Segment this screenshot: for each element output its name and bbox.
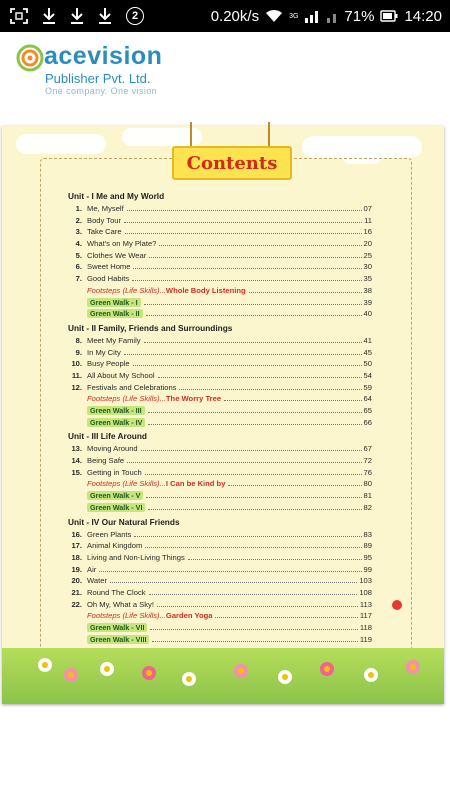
chapter-number: 19. xyxy=(71,564,82,574)
footsteps-title: Garden Yoga xyxy=(165,611,213,621)
dot-leader xyxy=(124,221,362,223)
page-number: 113 xyxy=(359,599,372,609)
toc-entry[interactable] xyxy=(68,455,372,467)
green-walk-label: Green Walk - VIII xyxy=(87,635,149,644)
chapter-title: Air xyxy=(87,564,97,574)
toc-entry[interactable] xyxy=(68,599,372,611)
toc-entry[interactable] xyxy=(68,634,372,646)
chapter-title: Sweet Home xyxy=(87,262,131,272)
dot-leader xyxy=(159,244,361,246)
chapter-title: Living and Non-Living Things xyxy=(87,552,185,562)
green-walk-label: Green Walk - IV xyxy=(87,418,145,427)
toc-entry[interactable] xyxy=(68,226,372,238)
page-number: 40 xyxy=(363,309,372,319)
chapter-title: In My City xyxy=(87,347,121,357)
dot-leader xyxy=(148,508,361,510)
chapter-title: Oh My, What a Sky! xyxy=(87,599,154,609)
page-number: 76 xyxy=(363,467,372,477)
chapter-title: All About My School xyxy=(87,370,155,380)
download-icon xyxy=(70,7,84,25)
flower-icon xyxy=(142,666,156,680)
screenshot-icon xyxy=(10,8,28,24)
green-walk-label: Green Walk - V xyxy=(87,491,143,500)
chapter-number: 21. xyxy=(71,587,82,597)
dot-leader xyxy=(150,628,357,630)
dot-leader xyxy=(152,640,357,642)
green-walk-label: Green Walk - VII xyxy=(87,623,147,632)
toc-entry[interactable] xyxy=(68,564,372,576)
page-number: 25 xyxy=(363,250,372,260)
chapter-title: Busy People xyxy=(87,359,130,369)
chapter-title: Water xyxy=(87,576,107,586)
chapter-title: Moving Around xyxy=(87,444,138,454)
dot-leader xyxy=(99,570,361,572)
page-title: Contents xyxy=(172,146,292,180)
toc-entry[interactable] xyxy=(68,467,372,479)
dot-leader xyxy=(145,546,361,548)
notification-area xyxy=(10,0,144,32)
flower-icon xyxy=(406,660,420,674)
page-number: 45 xyxy=(363,347,372,357)
acevision-logo-icon xyxy=(14,42,46,74)
dot-leader xyxy=(127,461,361,463)
page-number: 39 xyxy=(363,297,372,307)
footsteps-title: Whole Body Listening xyxy=(165,285,246,295)
chapter-number: 9. xyxy=(75,347,82,357)
sign-rope xyxy=(268,122,270,148)
publisher-header xyxy=(0,32,450,120)
green-walk-label: Green Walk - II xyxy=(87,309,143,318)
toc-entry[interactable] xyxy=(68,529,372,541)
toc-entry[interactable] xyxy=(68,610,372,622)
toc-entry[interactable] xyxy=(68,370,372,382)
chapter-title: Round The Clock xyxy=(87,587,146,597)
chapter-number: 11. xyxy=(71,370,82,380)
chapter-number: 5. xyxy=(75,250,82,260)
notification-count-badge: 2 xyxy=(126,7,144,25)
chapter-number: 22. xyxy=(71,599,82,609)
page-number: 80 xyxy=(363,479,372,489)
flower-icon xyxy=(100,662,114,676)
download-icon xyxy=(98,7,112,25)
battery-icon xyxy=(380,10,398,22)
chapter-number: 4. xyxy=(75,239,82,249)
toc-entry[interactable] xyxy=(68,308,372,320)
chapter-number: 7. xyxy=(75,274,82,284)
page-number: 07 xyxy=(363,204,372,213)
chapter-number: 10. xyxy=(71,359,82,369)
unit-heading: Unit - IV Our Natural Friends xyxy=(68,516,180,527)
page-number: 38 xyxy=(363,285,372,295)
chapter-number: 12. xyxy=(71,382,82,392)
chapter-number: 14. xyxy=(71,456,82,466)
dot-leader xyxy=(133,267,361,269)
page-number: 108 xyxy=(359,587,372,597)
footsteps-title: The Worry Tree xyxy=(165,394,222,404)
dot-leader xyxy=(110,581,357,583)
toc-entry[interactable] xyxy=(68,297,372,309)
page-number: 64 xyxy=(363,394,372,404)
dot-leader xyxy=(144,341,362,343)
sign-rope xyxy=(190,122,192,148)
toc-entry[interactable] xyxy=(68,261,372,273)
chapter-title: Green Plants xyxy=(87,529,132,539)
chapter-title: Good Habits xyxy=(87,274,130,284)
page-number: 118 xyxy=(359,623,372,632)
page-number: 89 xyxy=(363,541,372,551)
footsteps-label: Footsteps (Life Skills)... xyxy=(87,479,166,489)
unit-heading: Unit - I Me and My World xyxy=(68,191,165,201)
toc-entry[interactable] xyxy=(68,393,372,405)
toc-entry[interactable] xyxy=(68,250,372,262)
page-number: 30 xyxy=(363,262,372,272)
dot-leader xyxy=(144,303,362,305)
chapter-title: Animal Kingdom xyxy=(87,541,143,551)
flower-icon xyxy=(278,670,292,684)
flower-icon xyxy=(182,672,196,686)
page-number: 54 xyxy=(363,370,372,380)
page-number: 81 xyxy=(363,491,372,501)
dot-leader xyxy=(141,449,362,451)
page-number: 117 xyxy=(359,611,372,621)
dot-leader xyxy=(157,605,358,607)
page-number: 95 xyxy=(363,552,372,562)
dot-leader xyxy=(125,232,362,234)
green-walk-label: Green Walk - III xyxy=(87,406,145,415)
page-number: 35 xyxy=(363,274,372,284)
brand-tagline: One company. One vision xyxy=(45,86,158,96)
brand-name: acevision xyxy=(44,42,163,70)
dot-leader xyxy=(215,616,357,618)
toc-entry[interactable] xyxy=(68,203,372,215)
battery-level: 71% xyxy=(344,7,375,25)
dot-leader xyxy=(148,411,362,413)
chapter-number: 13. xyxy=(71,444,82,454)
dot-leader xyxy=(127,209,362,211)
unit-heading: Unit - III Life Around xyxy=(68,431,147,442)
chapter-number: 18. xyxy=(71,552,82,562)
footsteps-label: Footsteps (Life Skills)... xyxy=(87,611,166,621)
footsteps-title: I Can be Kind by xyxy=(165,479,226,489)
clock: 14:20 xyxy=(404,7,442,25)
chapter-title: Body Tour xyxy=(87,215,122,225)
cloud-decoration xyxy=(16,134,106,154)
toc-entry[interactable] xyxy=(68,417,372,429)
toc-entry[interactable] xyxy=(68,490,372,502)
unit-heading: Unit - II Family, Friends and Surroundings xyxy=(68,322,233,333)
toc-entry[interactable] xyxy=(68,358,372,370)
toc-entry[interactable] xyxy=(68,540,372,552)
chapter-number: 3. xyxy=(75,227,82,237)
green-walk-label: Green Walk - VI xyxy=(87,503,145,512)
signal-3g-icon xyxy=(289,13,298,20)
page-number: 66 xyxy=(363,417,372,427)
page-number: 103 xyxy=(359,576,372,586)
toc-entry[interactable] xyxy=(68,273,372,285)
page-number: 99 xyxy=(363,564,372,574)
dot-leader xyxy=(224,399,361,401)
dot-leader xyxy=(158,376,362,378)
chapter-number: 6. xyxy=(75,262,82,272)
toc-entry[interactable] xyxy=(68,238,372,250)
chapter-number: 17. xyxy=(71,541,82,551)
dot-leader xyxy=(149,256,361,258)
dot-leader xyxy=(188,558,362,560)
chapter-title: Festivals and Celebrations xyxy=(87,382,177,392)
page-number: 20 xyxy=(363,239,372,249)
system-status xyxy=(211,0,442,32)
flower-icon xyxy=(64,668,78,682)
dot-leader xyxy=(149,593,358,595)
footsteps-label: Footsteps (Life Skills)... xyxy=(87,285,166,295)
dot-leader xyxy=(132,279,361,281)
toc-entry[interactable] xyxy=(68,347,372,359)
page-number: 119 xyxy=(359,634,372,644)
dot-leader xyxy=(133,364,362,366)
signal-bars-icon xyxy=(304,9,320,23)
page-number: 50 xyxy=(363,359,372,369)
toc-entry[interactable] xyxy=(68,443,372,455)
chapter-title: Clothes We Wear xyxy=(87,250,147,260)
dot-leader xyxy=(146,496,361,498)
toc-entry[interactable] xyxy=(68,587,372,599)
chapter-number: 20. xyxy=(71,576,82,586)
chapter-number: 16. xyxy=(71,529,82,539)
toc-entry[interactable] xyxy=(68,405,372,417)
toc-entry[interactable] xyxy=(68,478,372,490)
toc-entry[interactable] xyxy=(68,502,372,514)
page-number: 65 xyxy=(363,406,372,415)
page-number: 16 xyxy=(363,227,372,237)
chapter-title: What's on My Plate? xyxy=(87,239,157,249)
chapter-title: Me, Myself xyxy=(87,204,124,213)
page-number: 82 xyxy=(363,502,372,512)
wifi-icon xyxy=(265,9,283,23)
toc-entry[interactable] xyxy=(68,285,372,297)
signal-bars-icon xyxy=(326,9,338,23)
toc-entry[interactable] xyxy=(68,575,372,587)
chapter-title: Meet My Family xyxy=(87,335,141,345)
page-number: 72 xyxy=(363,456,372,466)
green-walk-label: Green Walk - I xyxy=(87,298,141,307)
dot-leader xyxy=(134,535,361,537)
page-number: 67 xyxy=(363,444,372,454)
page-number: 41 xyxy=(363,335,372,345)
dot-leader xyxy=(228,484,361,486)
chapter-number: 1. xyxy=(75,204,82,213)
page-number: 11 xyxy=(364,215,372,225)
status-bar xyxy=(0,0,450,32)
dot-leader xyxy=(179,388,361,390)
page-number: 59 xyxy=(363,382,372,392)
flower-icon xyxy=(364,668,378,682)
toc-entry[interactable] xyxy=(68,552,372,564)
flower-icon xyxy=(234,664,248,678)
flower-icon xyxy=(320,662,334,676)
chapter-number: 2. xyxy=(75,215,82,225)
toc-entry[interactable] xyxy=(68,335,372,347)
dot-leader xyxy=(145,473,362,475)
footsteps-label: Footsteps (Life Skills)... xyxy=(87,394,166,404)
network-speed: 0.20k/s xyxy=(210,7,260,25)
dot-leader xyxy=(148,423,361,425)
toc-entry[interactable] xyxy=(68,622,372,634)
page-number: 83 xyxy=(363,529,372,539)
dot-leader xyxy=(124,353,362,355)
chapter-title: Getting in Touch xyxy=(87,467,142,477)
flower-icon xyxy=(38,658,52,672)
table-of-contents xyxy=(68,188,372,645)
network-type: 3G xyxy=(289,12,299,20)
dot-leader xyxy=(146,314,362,316)
toc-entry[interactable] xyxy=(68,382,372,394)
chapter-number: 15. xyxy=(71,467,82,477)
dot-leader xyxy=(249,291,362,293)
chapter-title: Take Care xyxy=(87,227,122,237)
ladybug-icon xyxy=(392,600,402,610)
toc-entry[interactable] xyxy=(68,215,372,227)
brand-subtitle: Publisher Pvt. Ltd. xyxy=(45,71,151,86)
chapter-number: 8. xyxy=(75,335,82,345)
download-icon xyxy=(42,7,56,25)
chapter-title: Being Safe xyxy=(87,456,125,466)
